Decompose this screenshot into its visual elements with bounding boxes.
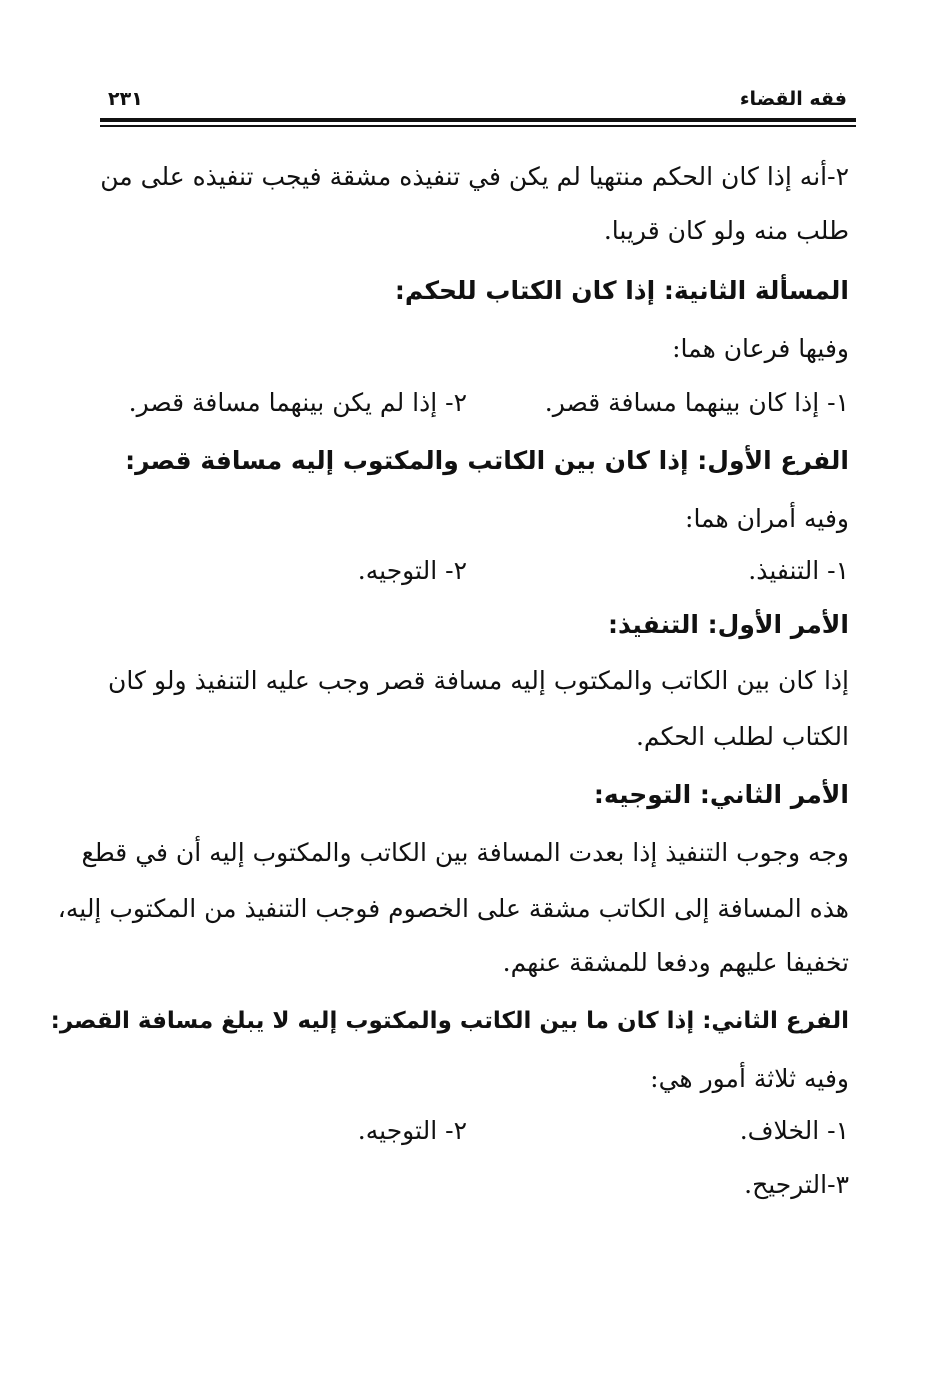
section-heading: المسألة الثانية: إذا كان الكتاب للحكم: — [394, 276, 849, 305]
header-rule-thick — [100, 118, 856, 122]
subsection-heading: الفرع الأول: إذا كان بين الكاتب والمكتوب إليه مسافة قصر: — [125, 446, 849, 475]
list-item: ٢- التوجيه. — [357, 1116, 467, 1145]
paragraph-line: وجه وجوب التنفيذ إذا بعدت المسافة بين الكاتب والمكتوب إليه أن في قطع — [81, 838, 849, 867]
paragraph-line: هذه المسافة إلى الكاتب مشقة على الخصوم فوجب التنفيذ من المكتوب إليه، — [57, 894, 849, 923]
running-header-title: فقه القضاء — [739, 88, 847, 110]
paragraph-line: وفيها فرعان هما: — [672, 334, 849, 363]
list-item: ٢- إذا لم يكن بينهما مسافة قصر. — [128, 388, 467, 417]
paragraph-line: ٢-أنه إذا كان الحكم منتهيا لم يكن في تنفيذه مشقة فيجب تنفيذه على من — [100, 162, 849, 191]
paragraph-line: طلب منه ولو كان قريبا. — [603, 216, 849, 245]
paragraph-line: وفيه أمران هما: — [685, 504, 849, 533]
list-item: ٣-الترجيح. — [744, 1170, 849, 1199]
subsection-heading: الأمر الثاني: التوجيه: — [593, 780, 849, 809]
paragraph-line: الكتاب لطلب الحكم. — [635, 722, 849, 751]
list-item: ١- الخلاف. — [739, 1116, 849, 1145]
header-rule-thin — [100, 125, 856, 127]
page-number: ٢٣١ — [108, 88, 143, 110]
paragraph-line: تخفيفا عليهم ودفعا للمشقة عنهم. — [502, 948, 849, 977]
subsection-heading: الأمر الأول: التنفيذ: — [607, 610, 849, 639]
paragraph-line: وفيه ثلاثة أمور هي: — [650, 1064, 849, 1093]
list-item: ١- التنفيذ. — [748, 556, 849, 585]
list-item: ١- إذا كان بينهما مسافة قصر. — [544, 388, 849, 417]
list-item: ٢- التوجيه. — [357, 556, 467, 585]
paragraph-line: إذا كان بين الكاتب والمكتوب إليه مسافة قصر وجب عليه التنفيذ ولو كان — [108, 666, 849, 695]
subsection-heading: الفرع الثاني: إذا كان ما بين الكاتب والمكتوب إليه لا يبلغ مسافة القصر: — [50, 1008, 849, 1034]
